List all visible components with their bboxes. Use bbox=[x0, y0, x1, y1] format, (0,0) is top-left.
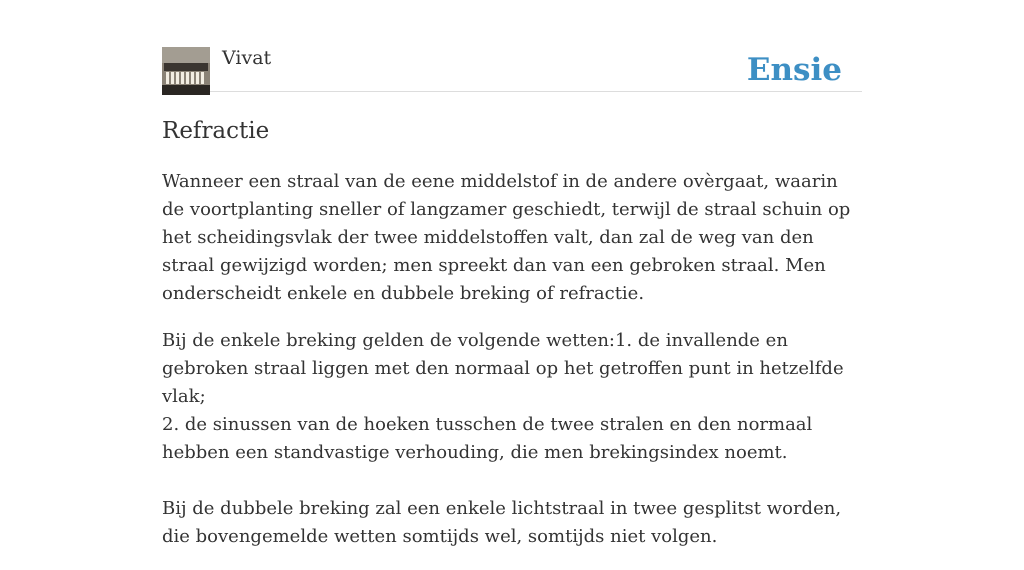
page-container bbox=[162, 0, 862, 547]
article-body bbox=[162, 168, 862, 570]
author-name[interactable]: Vivat bbox=[222, 47, 272, 69]
header bbox=[162, 0, 862, 92]
author-avatar[interactable] bbox=[162, 47, 210, 95]
article-paragraph: Bij de enkele breking gelden de volgende wetten:1. de invallende en gebroken straal liggen met den normaal op het getroffen punt in hetzelfde vlak; 2. de sinussen van de hoeken tusschen de twee stralen en den normaal hebben een standvastige verhouding, die men brekingsindex noemt. Bij de dubbele breking zal een enkele lichtstraal in twee gesplitst worden, die bovengemelde wetten somtijds wel, somtijds niet volgen. bbox=[162, 330, 844, 547]
article-title: Refractie bbox=[162, 118, 270, 144]
article-paragraph: Wanneer een straal van de eene middelstof in de andere ovèrgaat, waarin de voortplanting sneller of langzamer geschiedt, terwijl de straal schuin op het scheidingsvlak der twee middelstoffen valt, dan zal de weg van den straal gewijzigd worden; men spreekt dan van een gebroken straal. Men onderscheidt enkele en dubbele breking of refractie. bbox=[162, 171, 851, 304]
ensie-logo[interactable]: Ensie bbox=[746, 52, 842, 88]
typewriter-icon bbox=[162, 47, 210, 95]
